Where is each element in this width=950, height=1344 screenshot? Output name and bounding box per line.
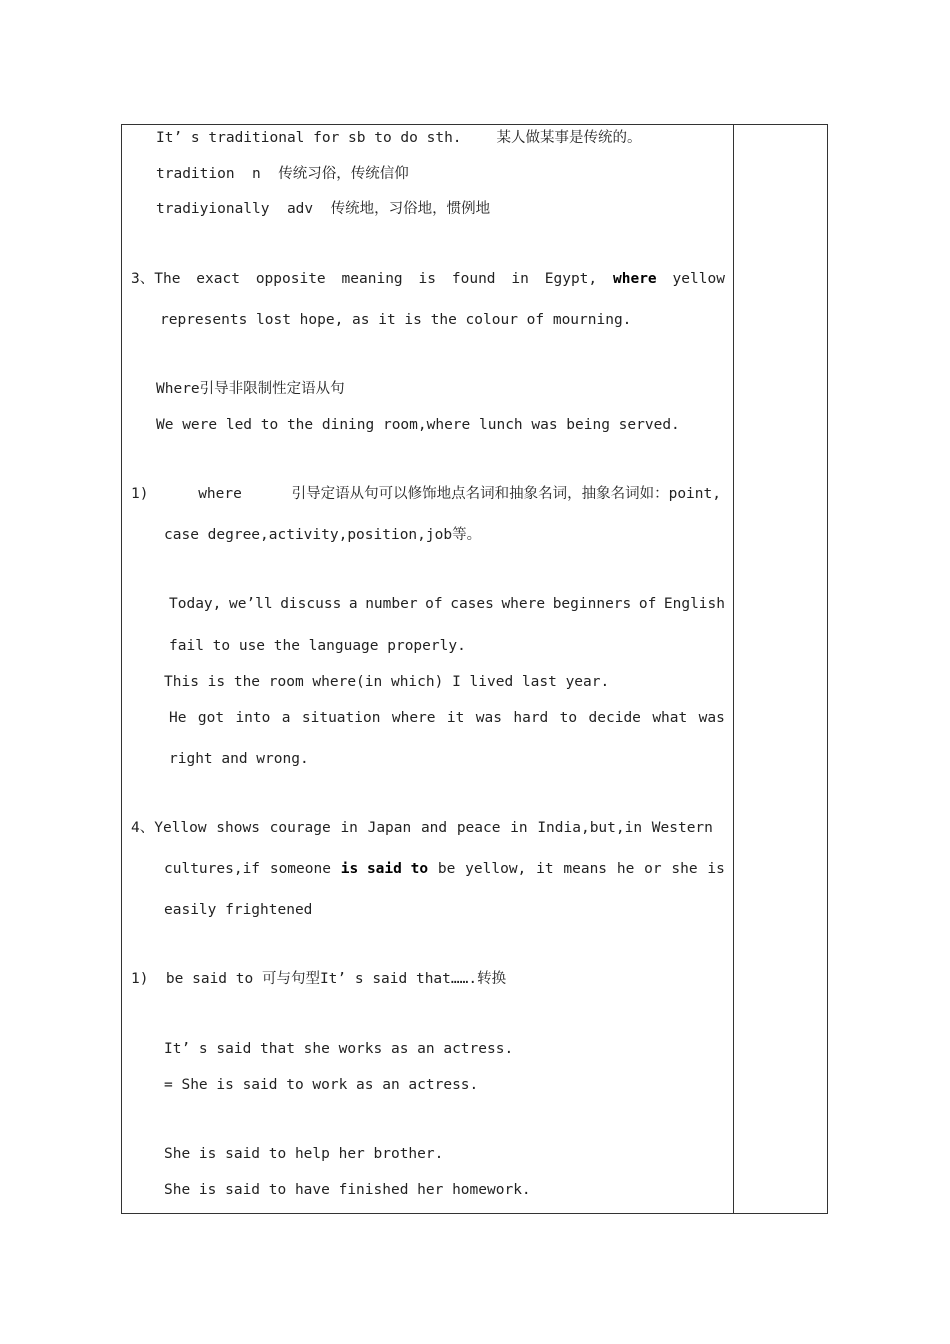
word: number — [365, 596, 418, 612]
section-heading: Where引导非限制性定语从句 — [156, 381, 345, 397]
word: discuss — [280, 596, 342, 612]
word: it — [536, 861, 554, 877]
word: where — [391, 710, 436, 726]
word: 引导定语从句可以修饰地点名词和抽象名词，抽象名词如：point, — [291, 486, 721, 502]
example-line — [169, 709, 725, 727]
word: 1) — [131, 486, 149, 502]
sub-item-1-line: 1) be said to 可与句型It’ s said that…….转换 — [131, 971, 507, 987]
example-sentence: She is said to help her brother. — [164, 1146, 444, 1162]
word: He — [169, 710, 187, 726]
word: of — [638, 596, 657, 612]
word: is — [707, 861, 725, 877]
example-sentence: We were led to the dining room,where lunch was being served. — [156, 417, 680, 433]
word: and — [420, 820, 448, 836]
word: she — [671, 861, 698, 877]
word: decide — [588, 710, 641, 726]
text-line — [164, 860, 725, 878]
word: 4、Yellow — [131, 820, 207, 836]
word: be — [437, 861, 456, 877]
word: yellow — [672, 271, 725, 287]
word: cultures,if — [164, 861, 261, 877]
example-sentence: = She is said to work as an actress. — [164, 1077, 479, 1093]
text-line: tradition n 传统习俗，传统信仰 — [156, 166, 409, 182]
text-line: case degree,activity,position,job等。 — [164, 527, 482, 543]
word: or — [644, 861, 662, 877]
word: Egypt, — [544, 271, 598, 287]
word: is — [418, 271, 436, 287]
item-3-line — [131, 270, 725, 288]
example-sentence: It’ s said that she works as an actress. — [164, 1041, 514, 1057]
example-sentence: This is the room where(in which) I lived last year. — [164, 674, 610, 690]
word: means — [563, 861, 608, 877]
text-line: fail to use the language properly. — [169, 638, 466, 654]
word: in — [340, 820, 358, 836]
text-line: right and wrong. — [169, 751, 309, 767]
example-sentence: She is said to have finished her homework. — [164, 1182, 531, 1198]
word: found — [451, 271, 496, 287]
text-line: represents lost hope, as it is the colour of mourning. — [160, 312, 632, 328]
word: beginners — [552, 596, 632, 612]
word: India,but,in — [537, 820, 643, 836]
text-line: It’ s traditional for sb to do sth. 某人做某事是传统的。 — [156, 130, 642, 146]
word: of — [425, 596, 443, 612]
word: cases — [450, 596, 494, 612]
word: peace — [456, 820, 501, 836]
word: Western — [651, 820, 713, 836]
word: into — [235, 710, 271, 726]
word: in — [511, 271, 529, 287]
text-line: tradiyionally adv 传统地，习俗地，惯例地 — [156, 201, 491, 217]
word: exact — [196, 271, 240, 287]
word: English — [663, 596, 725, 612]
keyword-where: where — [613, 271, 657, 287]
word: got — [197, 710, 225, 726]
word: a — [281, 710, 291, 726]
word: Japan — [367, 820, 412, 836]
word: Today, — [169, 596, 222, 612]
word: where — [501, 596, 546, 612]
word: was — [698, 710, 725, 726]
word: 3、The — [131, 271, 181, 287]
keyword-is-said-to: is said to — [340, 861, 429, 877]
word: in — [510, 820, 528, 836]
example-line — [169, 595, 725, 613]
column-divider — [733, 124, 734, 1214]
word: shows — [216, 820, 260, 836]
word: where — [198, 486, 242, 502]
word: to — [559, 710, 578, 726]
word: someone — [269, 861, 331, 877]
item-4-line — [131, 819, 713, 837]
word: what — [652, 710, 688, 726]
word: we’ll — [228, 596, 273, 612]
word: situation — [301, 710, 381, 726]
text-line: easily frightened — [164, 902, 313, 918]
word: hard — [513, 710, 549, 726]
word: it — [446, 710, 465, 726]
word: yellow, — [465, 861, 527, 877]
word: was — [475, 710, 502, 726]
word: opposite — [255, 271, 326, 287]
word: meaning — [341, 271, 403, 287]
word: a — [348, 596, 358, 612]
word: courage — [269, 820, 331, 836]
sub-item-1-line — [131, 485, 721, 503]
word: he — [616, 861, 635, 877]
